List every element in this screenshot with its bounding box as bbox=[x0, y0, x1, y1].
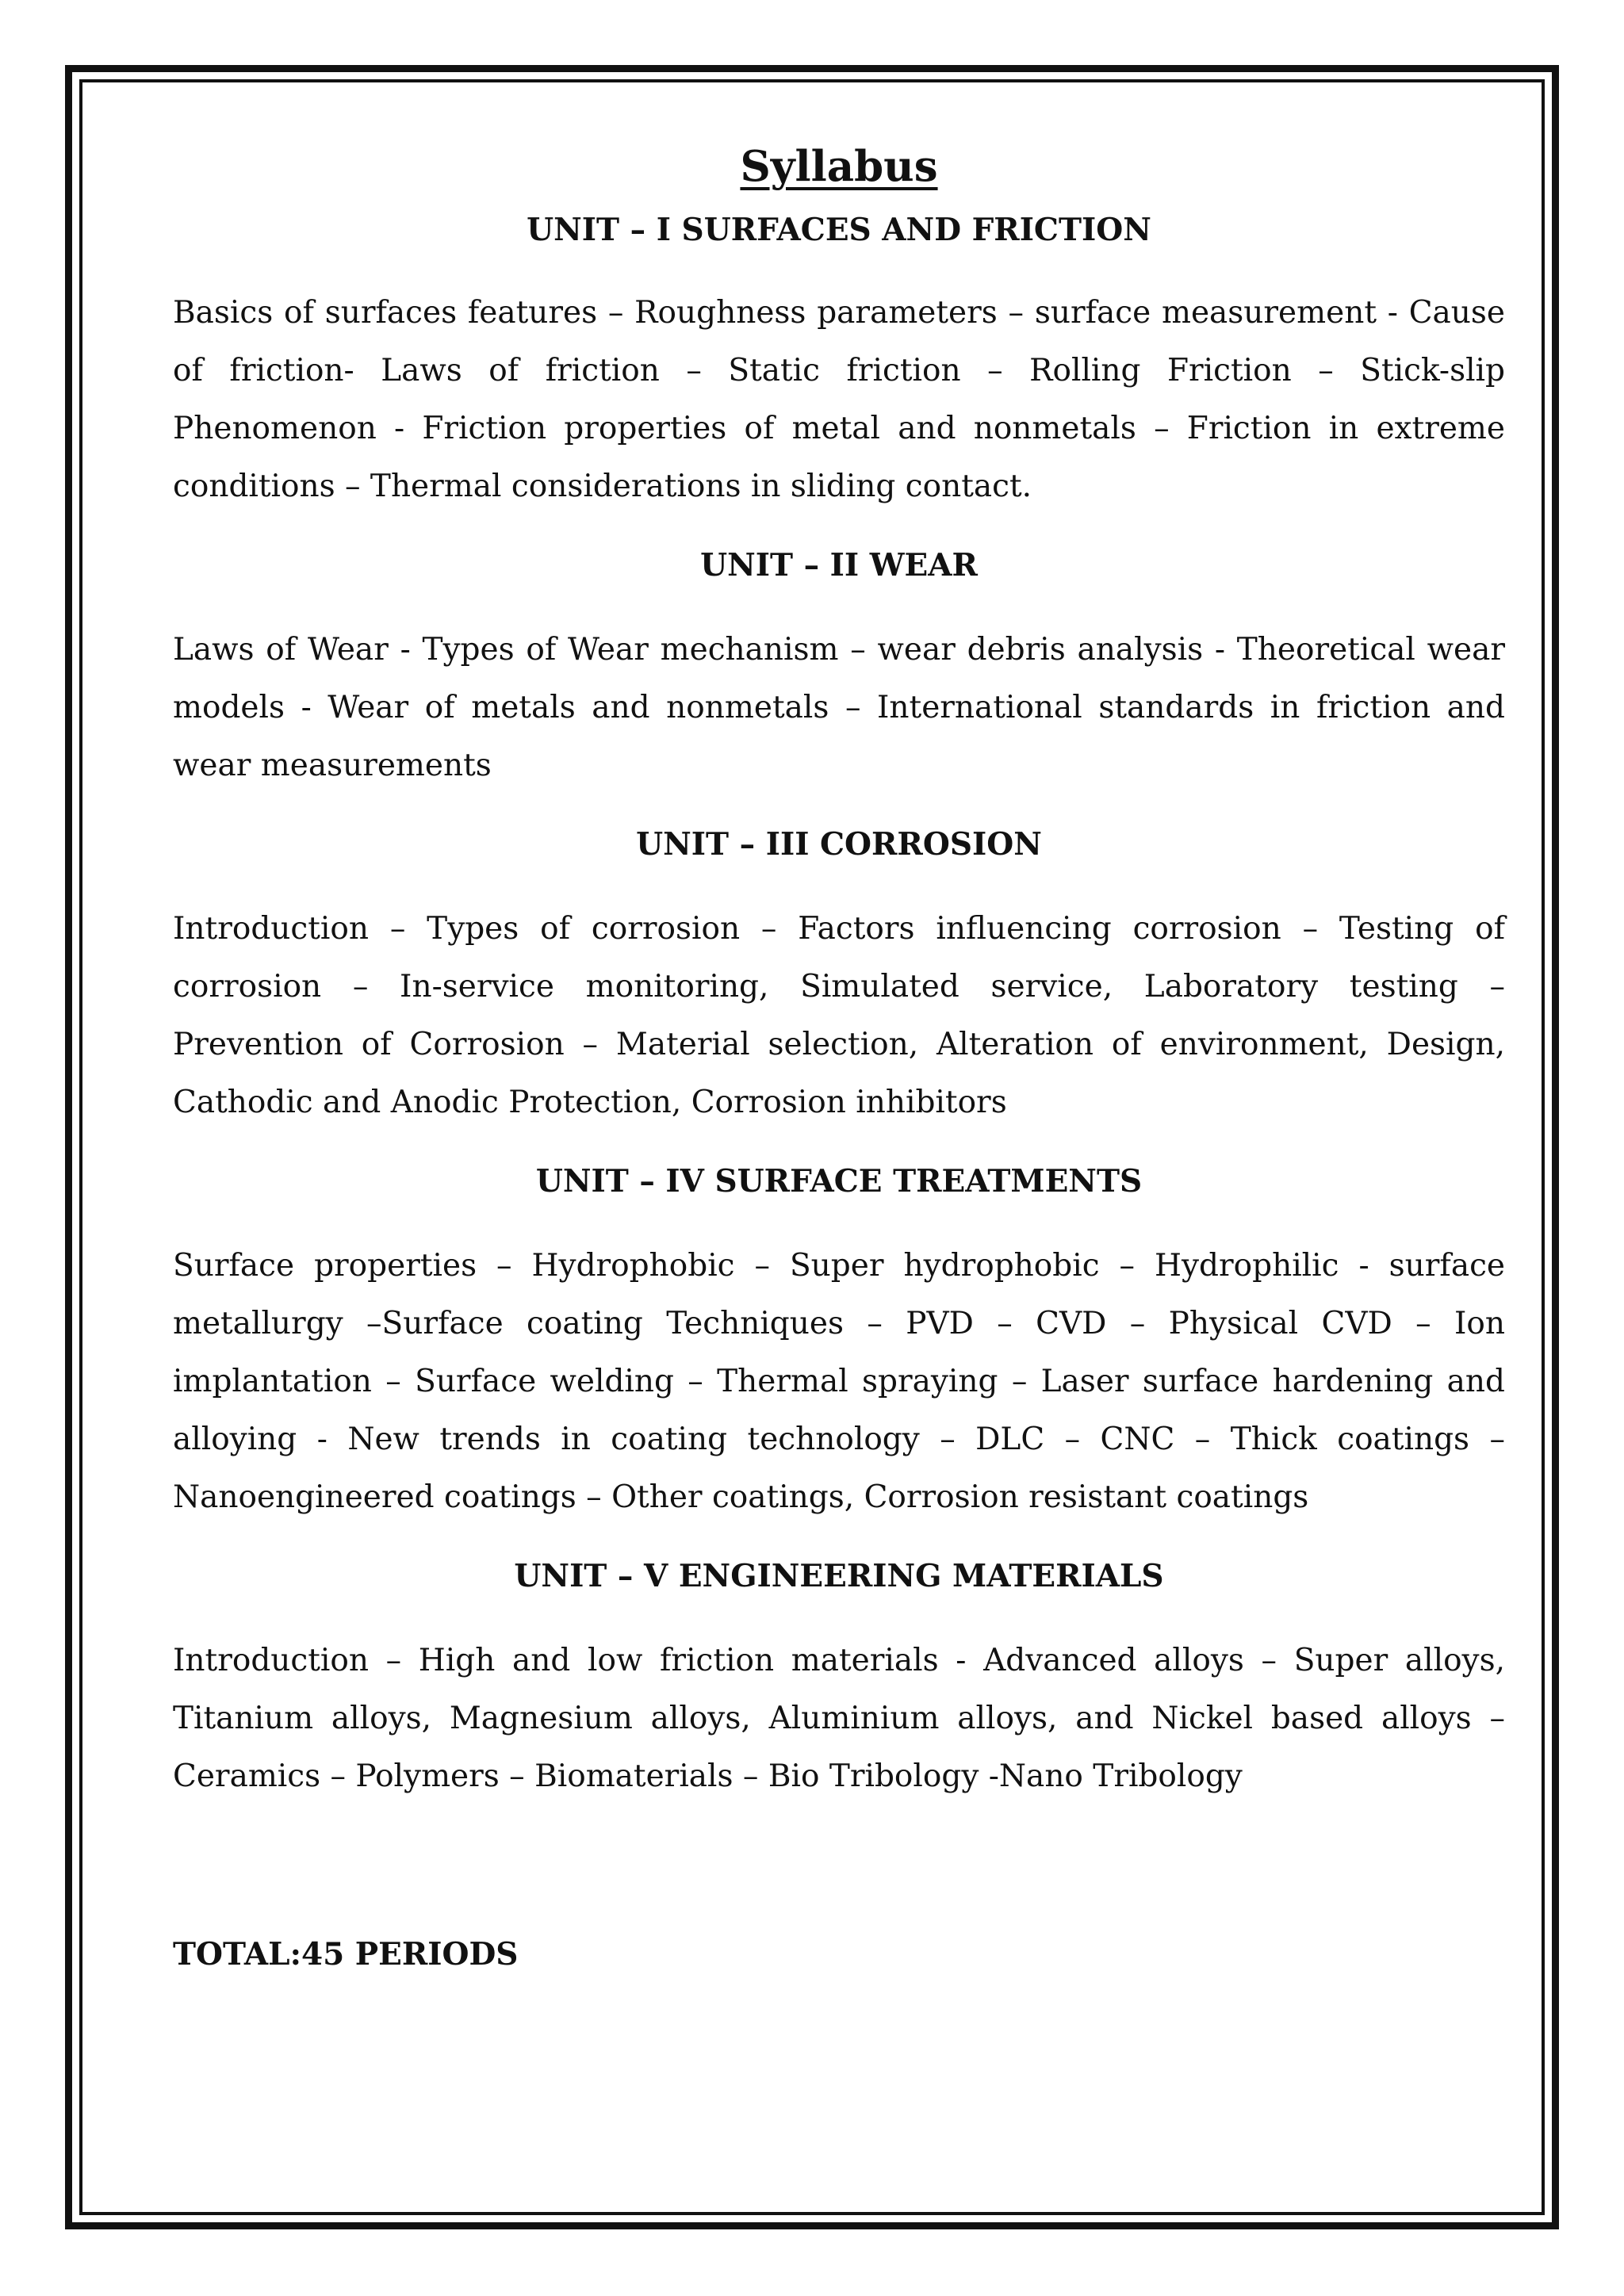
unit-description: Introduction – High and low friction materials - Advanced alloys – Super alloys, Titanium alloys, Magnesium alloys, Aluminium alloys, and Nickel based alloys – Ceramics – Polymers – Biomaterials – Bio Tribology -Nano Tribology bbox=[173, 1643, 1505, 1794]
unit-description: Introduction – Types of corrosion – Factors influencing corrosion – Testing of corrosion – In-service monitoring, Simulated service, Laboratory testing – Prevention of Corrosion – Material selection, Alteration of environment, Design, Cathodic and Anodic Protection, Corrosion inhibitors bbox=[173, 911, 1505, 1120]
unit-heading: UNIT – V ENGINEERING MATERIALS bbox=[514, 1558, 1164, 1594]
unit-section bbox=[173, 208, 1505, 515]
unit-description: Basics of surfaces features – Roughness parameters – surface measurement - Cause of friction- Laws of friction – Static friction – Rolling Friction – Stick-slip Phenomenon - Friction properties of metal and nonmetals – Friction in extreme conditions – Thermal considerations in sliding contact. bbox=[173, 295, 1505, 504]
syllabus-content bbox=[173, 127, 1505, 1976]
unit-section bbox=[173, 1554, 1505, 1805]
unit-heading: UNIT – III CORROSION bbox=[636, 826, 1042, 863]
unit-heading: UNIT – IV SURFACE TREATMENTS bbox=[535, 1163, 1143, 1200]
unit-section bbox=[173, 543, 1505, 794]
unit-section bbox=[173, 1159, 1505, 1526]
unit-heading: UNIT – I SURFACES AND FRICTION bbox=[527, 212, 1151, 248]
unit-heading: UNIT – II WEAR bbox=[700, 547, 978, 584]
unit-description: Surface properties – Hydrophobic – Super hydrophobic – Hydrophilic - surface metallurgy –Surface coating Techniques – PVD – CVD – Physical CVD – Ion implantation – Surface welding – Thermal spraying – Laser surface hardening and alloying - New trends in coating technology – DLC – CNC – Thick coatings – Nanoengineered coatings – Other coatings, Corrosion resistant coatings bbox=[173, 1248, 1505, 1515]
unit-description: Laws of Wear - Types of Wear mechanism – wear debris analysis - Theoretical wear models - Wear of metals and nonmetals – International standards in friction and wear measurements bbox=[173, 632, 1505, 783]
total-periods: TOTAL:45 PERIODS bbox=[173, 1936, 519, 1973]
page-title: Syllabus bbox=[740, 142, 938, 191]
unit-section bbox=[173, 822, 1505, 1131]
